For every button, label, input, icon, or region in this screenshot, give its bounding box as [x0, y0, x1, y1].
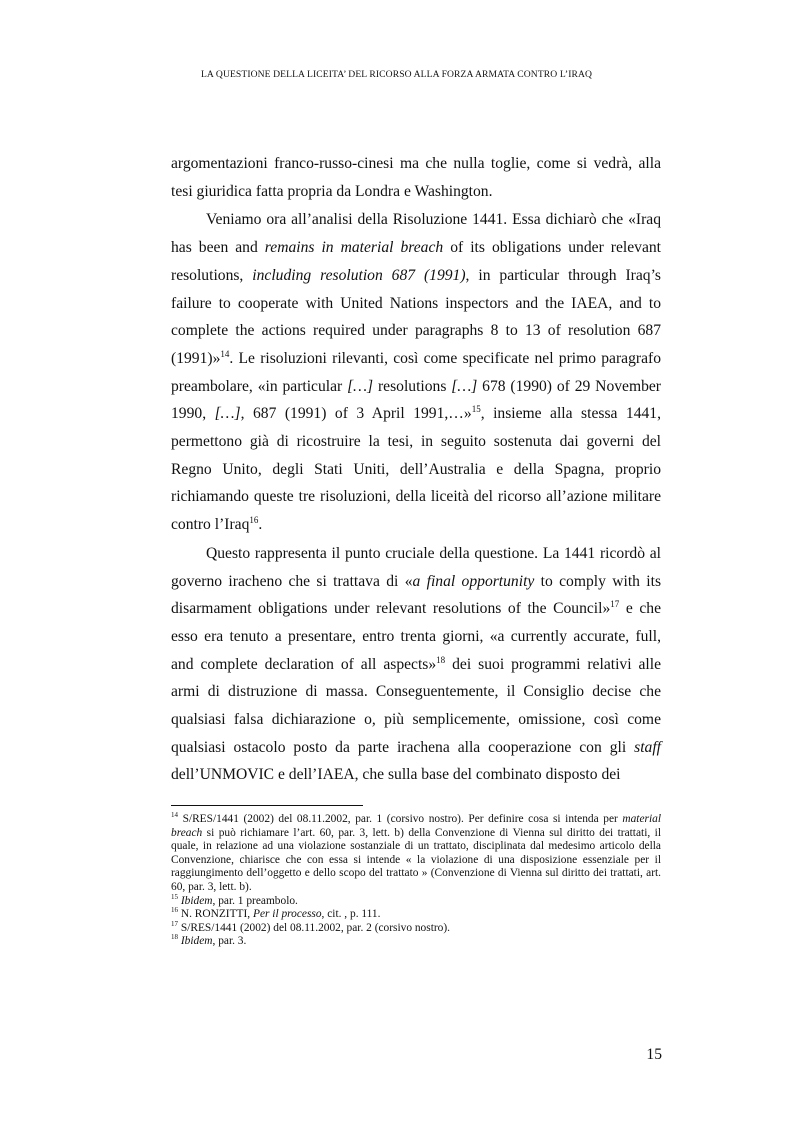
italic-run: […] [347, 377, 374, 395]
text-run: 678 (1990) of 29 November 1990, [171, 377, 661, 423]
text-run: resolutions [373, 377, 452, 395]
paragraph-continuation [171, 150, 661, 205]
running-header: LA QUESTIONE DELLA LICEITA’ DEL RICORSO ALLA FORZA ARMATA CONTRO L’IRAQ [200, 69, 593, 80]
italic-run: staff [634, 738, 661, 756]
italic-run: remains in material breach [264, 239, 444, 257]
text-run: S/RES/1441 (2002) del 08.11.2002, par. 1 (corsivo nostro). Per definire cosa si intenda per [178, 813, 623, 825]
italic-run: […] [451, 377, 478, 395]
italic-run: including resolution 687 (1991) [252, 266, 466, 284]
text-run: , cit. , p. 111. [321, 908, 381, 921]
body-text [171, 150, 661, 789]
paragraph-resolution-1441 [171, 206, 661, 538]
footnote-number: 17 [171, 919, 178, 928]
italic-run: Ibidem [180, 935, 213, 948]
text-run: si può richiamare l’art. 60, par. 3, lett. b) della Convenzione di Vienna sul diritto dei trattati, il quale, in relazione ad una violazione sostanziale di un trattato, disciplinata dal medesimo articolo della Convenzione, chiarisce che con essa si intende « la violazione di una disposizione essenziale per il raggiungimento dell’oggetto e dello scopo del trattato » (Convenzione di Vienna sul diritto dei trattati, art. 60, par. 3, lett. b). [171, 826, 661, 893]
footnotes [171, 813, 661, 949]
footnote-16 [171, 908, 661, 922]
italic-run: a final opportunity [412, 572, 535, 590]
footnote-17 [171, 919, 661, 936]
italic-run: Ibidem [180, 894, 213, 907]
text-run: , par. 1 preambolo. [212, 894, 298, 907]
footnote-14 [171, 813, 661, 895]
text-run: to comply with its disarmament obligations under relevant resolutions of the Council» [171, 572, 662, 618]
text-run: dei suoi programmi relativi alle armi di distruzione di massa. Conseguentemente, il Consiglio decise che qualsiasi falsa dichiarazione o, più semplicemente, omissione, così come qualsiasi ostacolo posto da parte irachena alla cooperazione con gli [171, 655, 662, 756]
footnote-18 [171, 935, 661, 949]
text-run: , 687 (1991) of 3 April 1991,…» [240, 405, 472, 423]
text-run: . Le risoluzioni rilevanti, così come specificate nel primo paragrafo preambolare, «in particular [171, 349, 661, 395]
footnote-ref[interactable]: 15 [471, 404, 481, 415]
footnote-ref[interactable]: 14 [220, 348, 230, 359]
footnote-number: 14 [171, 811, 178, 820]
footnote-separator [171, 805, 363, 806]
text-run: e che esso era tenuto a presentare, entro trenta giorni, «a currently accurate, full, and complete declaration of all aspects» [171, 600, 661, 673]
italic-run: material breach [171, 813, 661, 839]
text-run: dell’UNMOVIC e dell’IAEA, che sulla base del combinato disposto dei [171, 766, 621, 784]
footnote-ref[interactable]: 18 [436, 654, 446, 665]
footnote-number: 16 [171, 906, 178, 915]
text-run: Questo rappresenta il punto cruciale della questione. La 1441 ricordò al governo iracheno che si trattava di « [171, 544, 661, 590]
footnote-number: 18 [171, 933, 178, 942]
text-run: , insieme alla stessa 1441, permettono già di ricostruire la tesi, in seguito sostenuta dai governi del Regno Unito, degli Stati Uniti, dell’Australia e della Spagna, proprio richiamando queste tre risoluzioni, della liceità del ricorso all’azione militare contro l’Iraq [171, 405, 662, 534]
text-run: of its obligations under relevant resolutions, [171, 239, 661, 284]
text-run: Veniamo ora all’analisi della Risoluzione 1441. Essa dichiarò che «Iraq has been and [171, 211, 661, 257]
text-run: argomentazioni franco-russo-cinesi ma che nulla toglie, come si vedrà, alla tesi giuridica fatta propria da Londra e Washington. [171, 155, 661, 200]
text-run: , in particular through Iraq’s failure to cooperate with United Nations inspectors and the IAEA, and to complete the actions required under paragraphs 8 to 13 of resolution 687 (1991)» [171, 266, 661, 367]
text-run: N. RONZITTI, [178, 908, 253, 921]
footnote-15 [171, 892, 661, 909]
text-run: . [258, 516, 263, 534]
page-number: 15 [646, 1046, 662, 1063]
paragraph-crucial-point [171, 540, 661, 789]
text-run: , par. 3. [212, 935, 247, 948]
footnote-ref[interactable]: 16 [249, 514, 259, 525]
footnote-ref[interactable]: 17 [610, 599, 620, 610]
text-run: S/RES/1441 (2002) del 08.11.2002, par. 2 (corsivo nostro). [178, 921, 450, 934]
italic-run: Per il processo [252, 908, 322, 921]
italic-run: […] [214, 405, 241, 423]
footnote-number: 15 [171, 892, 178, 901]
